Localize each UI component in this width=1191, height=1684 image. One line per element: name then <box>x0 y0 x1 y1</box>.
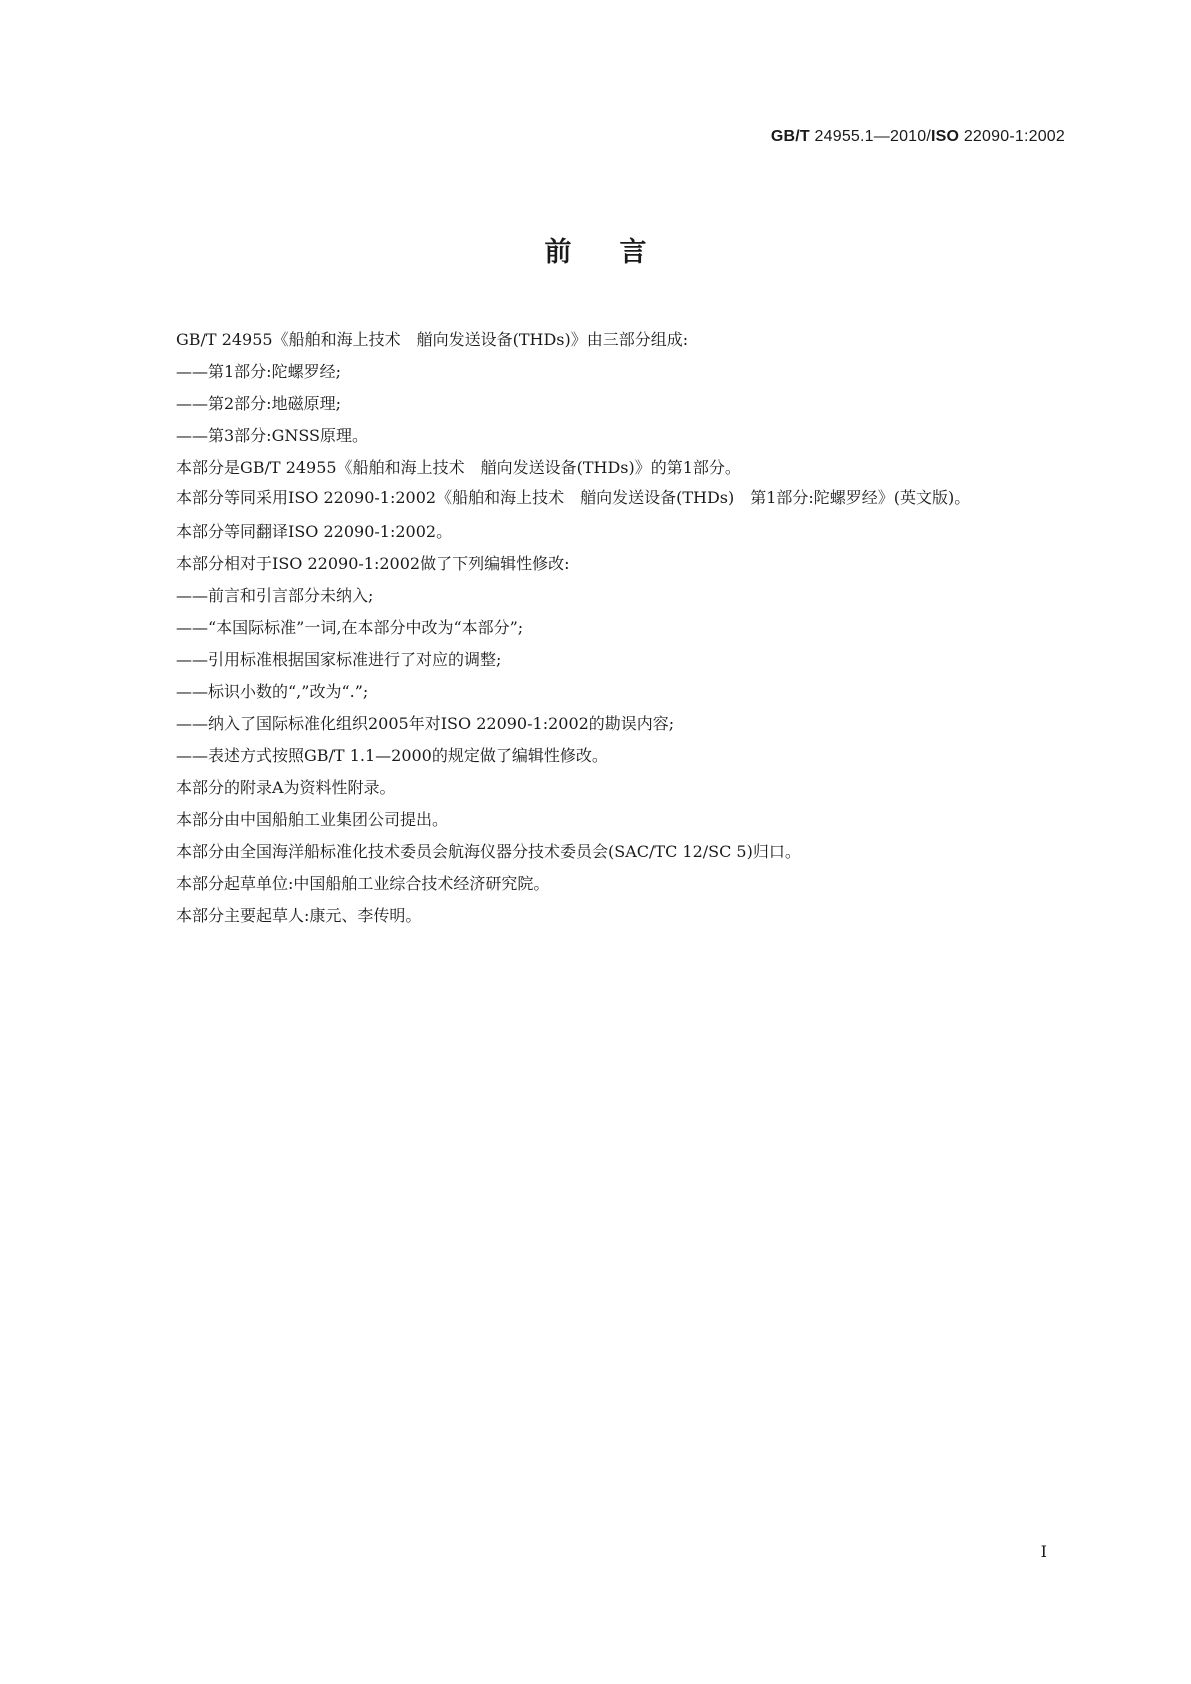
paragraph: 本部分等同翻译ISO 22090-1:2002。 <box>176 522 453 541</box>
document-code <box>771 128 1065 146</box>
paragraph: 本部分是GB/T 24955《船舶和海上技术 艏向发送设备(THDs)》的第1部分。 <box>176 458 741 477</box>
paragraph: ——第1部分:陀螺罗经; <box>176 362 341 381</box>
paragraph: ——“本国际标准”一词,在本部分中改为“本部分”; <box>176 618 524 637</box>
paragraph: GB/T 24955《船舶和海上技术 艏向发送设备(THDs)》由三部分组成: <box>176 330 689 349</box>
paragraph: 本部分由中国船舶工业集团公司提出。 <box>176 810 449 829</box>
paragraph: ——标识小数的“,”改为“.”; <box>176 682 369 701</box>
page-title: 前言 <box>544 237 695 268</box>
paragraph: ——引用标准根据国家标准进行了对应的调整; <box>176 650 502 669</box>
paragraph: ——纳入了国际标准化组织2005年对ISO 22090-1:2002的勘误内容; <box>176 714 675 733</box>
paragraph: 本部分起草单位:中国船舶工业综合技术经济研究院。 <box>176 874 550 893</box>
code-iso: ISO <box>931 128 960 145</box>
paragraph: 本部分主要起草人:康元、李传明。 <box>176 906 422 925</box>
paragraph: 本部分由全国海洋船标准化技术委员会航海仪器分技术委员会(SAC/TC 12/SC 5)归口。 <box>176 842 801 861</box>
code-tail: 22090-1:2002 <box>959 128 1065 145</box>
paragraph: 本部分的附录A为资料性附录。 <box>176 778 396 797</box>
paragraph: 本部分等同采用ISO 22090-1:2002《船舶和海上技术 艏向发送设备(THDs) 第1部分:陀螺罗经》(英文版)。 <box>176 488 971 507</box>
paragraph: 本部分相对于ISO 22090-1:2002做了下列编辑性修改: <box>176 554 570 573</box>
foreword-body <box>134 324 1058 932</box>
page-number: I <box>1040 1542 1047 1561</box>
paragraph: ——第2部分:地磁原理; <box>176 394 341 413</box>
code-prefix: GB/T <box>770 128 810 145</box>
paragraph: ——第3部分:GNSS原理。 <box>176 426 368 445</box>
paragraph: ——表述方式按照GB/T 1.1—2000的规定做了编辑性修改。 <box>176 746 608 765</box>
paragraph: ——前言和引言部分未纳入; <box>176 586 374 605</box>
code-mid: 24955.1—2010/ <box>809 128 932 145</box>
